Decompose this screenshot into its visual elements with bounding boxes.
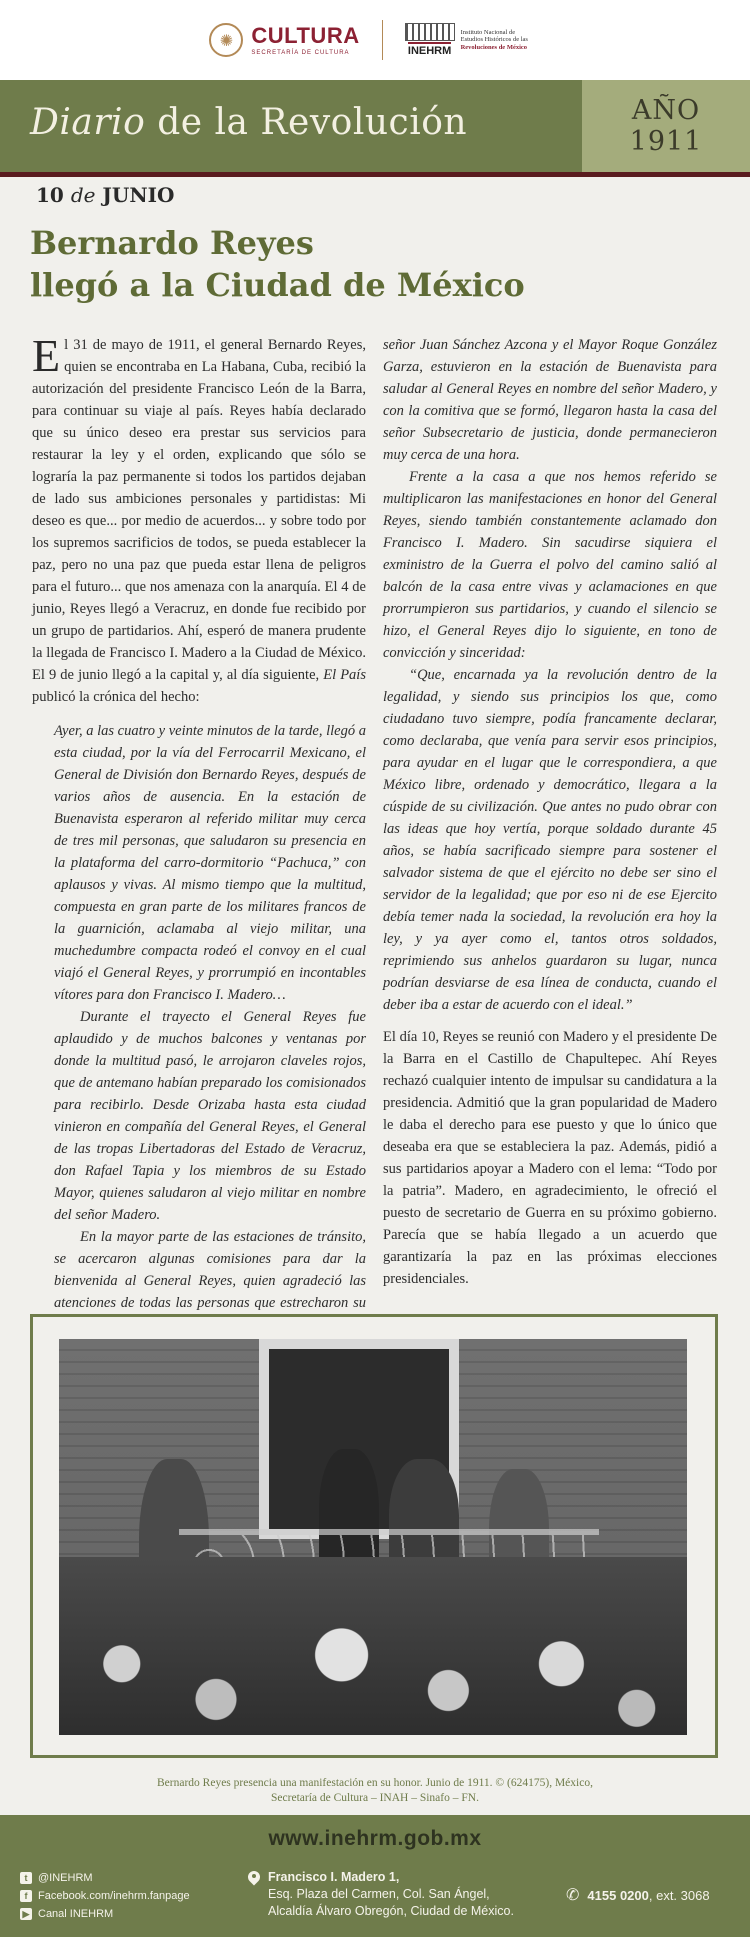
article-paragraph: El día 10, Reyes se reunió con Madero y el presidente De la Barra en el Castillo de Chapultepec. Ahí Reyes rechazó cualquier intento de impulsar su candidatura a la presidencia. Admitió que la gran popularidad de Madero le daba el derecho para ese puesto y que lo único que deseaba era que se estableciera la paz. Además, pidió a sus partidarios apoyar a Madero con el lema: “Todo por la patria”. Madero, en agradecimiento, le ofreció el puesto de secretario de Guerra en su próximo gobierno. Parecía que se había llegado a un acuerdo que garantizaría la paz en las próximas elecciones presidenciales. xyxy=(383,1029,717,1287)
quote-paragraph: “Que, encarnada ya la revolución dentro de la legalidad, y siendo sus principios los que, como ciudadano tuvo siempre, podía francamente declarar, como declaraba, que venía para servir esos principios, para ayudar en el lugar que le correspondiera, a que México libre, ordenado y democrático, llegara a la cúspide de su civilización. Que antes no pudo obrar con las ideas que hoy vertía, porque soldado durante 45 años, se había sacrificado siempre para sostener el salvador sistema de que el ejército no debe ser sino el servidor de la legalidad; que por eso ni de ese Ejercito debía temer nada la sociedad, la revolución era hoy la ley, y ya ayer como el, tantos otros soldados, reprimiendo sus anhelos guardaron su lugar, nunca podrían desviarse de esa línea de conducta, cuando el deber iba a estar de acuerdo con el ideal.” xyxy=(383,667,717,1013)
cultura-logo[interactable] xyxy=(209,23,359,57)
social-links xyxy=(20,1869,190,1923)
quote-paragraph: En la mayor parte de las estaciones de tránsito, se acercaron algunas comisiones para dar la bienvenida al General Reyes, quien agradeció las atenciones de todas las personas que estrecharon su xyxy=(54,1229,366,1311)
website-link[interactable]: www.inehrm.gob.mx xyxy=(268,1827,482,1850)
phone-number[interactable]: ✆ 4155 0200, ext. 3068 xyxy=(566,1887,710,1904)
location-pin-icon xyxy=(248,1871,260,1887)
quote-paragraph: Ayer, a las cuatro y veinte minutos de la tarde, llegó a esta ciudad, por la vía del Ferrocarril Mexicano, el General de División don Bernardo Reyes, después de varios años de ausencia. En la estación de Buenavista esperaron al referido militar muy cerca de tres mil personas, que saludaron su presencia en la plataforma del carro-dormitorio “Pachuca,” con aplausos y vivas. Al mismo tiempo que la multitud, compuesta en gran parte de los militares francos de la guarnición, aclamaba al viejo militar, una muchedumbre compacta rodeó el convoy en el cual viajó el General Reyes, y prorrumpió en incontables vítores para don Francisco I. Madero… xyxy=(54,723,366,1003)
top-logo-bar xyxy=(0,0,750,80)
historical-photo xyxy=(59,1339,687,1735)
title-banner xyxy=(0,80,750,172)
year-value: 1911 xyxy=(629,126,703,157)
youtube-icon: ▶ xyxy=(20,1908,32,1920)
photo-caption: Bernardo Reyes presencia una manifestación en su honor. Junio de 1911. © (624175), México, Secretaría de Cultura – INAH – Sinafo – FN. xyxy=(157,1777,593,1804)
entry-date: 10 de JUNIO xyxy=(36,183,175,207)
quote-paragraph: señor Juan Sánchez Azcona y el Mayor Roque González Garza, estuvieron en la estación de Buenavista para saludar al General Reyes en nombre del señor Madero, y con la comitiva que se formó, llegaron hasta la casa del señor Subsecretario de justicia, donde permanecieron muy cerca de una hora. xyxy=(383,337,717,463)
footer xyxy=(0,1815,750,1937)
inehrm-description: Instituto Nacional de Estudios Históricos de las Revoluciones de México xyxy=(460,28,528,51)
youtube-link[interactable]: Canal INEHRM xyxy=(38,1908,114,1920)
inehrm-logo[interactable] xyxy=(405,23,541,57)
quote-paragraph: Durante el trayecto el General Reyes fue aplaudido y de muchos balcones y ventanas por donde la multitud pasó, le arrojaron claveles rojos, que de antemano habían preparado los comisionados para recibirlo. Desde Orizaba hasta esta ciudad vinieron en compañía del General Reyes, el General de las tropas Libertadoras del Estado de Veracruz, don Rafael Tapia y los miembros de su Estado Mayor, quienes saludaron al viejo militar en nombre del señor Madero. xyxy=(54,1009,366,1223)
quote-paragraph: Frente a la casa a que nos hemos referido se multiplicaron las manifestaciones en honor del General Reyes, siendo también constantemente aclamado don Francisco I. Madero. Sin sacudirse siquiera el exministro de la Guerra el polvo del camino salió al balcón de la casa entre vivas y aclamaciones en que prorrumpieron sus partidarios, y cuando el silencio se hizo, el General Reyes dijo lo siguiente, en tono de convicción y sinceridad: xyxy=(383,469,717,661)
cultura-logo-text: CULTURA xyxy=(251,22,360,48)
article-paragraph: El 31 de mayo de 1911, el general Bernardo Reyes, quien se encontraba en La Habana, Cuba, recibió la autorización del presidente Francisco León de la Barra, para continuar su viaje al país. Reyes había declarado que su único deseo era prestar sus servicios para restaurar la ley y el orden, explicando que sólo se lograría la paz permanente si todos los partidos dejaban de lado sus ambiciones personales y partidistas: Mi deseo es que... por medio de acuerdos... y sobre todo por los supremos sacrificios de todos, se pueda establecer la paz, pero no una paz que pueda estar llena de peligros para el futuro... que nos amenaza con la anarquía. El 4 de junio, Reyes llegó a Veracruz, en donde fue recibido por un grupo de partidarios. Ahí, esperó de manera prudente la llegada de Francisco I. Madero a la Ciudad de México. El 9 de junio llegó a la capital y, al día siguiente, El País publicó la crónica del hecho: xyxy=(32,330,366,705)
inehrm-logo-text: INEHRM xyxy=(408,42,451,57)
article-column-right xyxy=(383,334,717,1290)
facebook-icon: f xyxy=(20,1890,32,1902)
twitter-link[interactable]: @INEHRM xyxy=(38,1872,93,1884)
twitter-icon: t xyxy=(20,1872,32,1884)
cultura-logo-subtitle: SECRETARÍA DE CULTURA xyxy=(251,49,350,56)
address-block: Francisco I. Madero 1, Esq. Plaza del Carmen, Col. San Ángel, Alcaldía Álvaro Obregón, Ciudad de México. xyxy=(248,1869,514,1920)
photo-frame xyxy=(30,1314,718,1758)
phone-icon: ✆ xyxy=(566,1887,580,1904)
drop-cap: E xyxy=(32,330,61,381)
article-headline: Bernardo Reyes llegó a la Ciudad de México xyxy=(30,224,525,304)
series-title: Diario de la Revolución xyxy=(30,102,468,143)
article-column-left xyxy=(32,330,366,1336)
facebook-link[interactable]: Facebook.com/inehrm.fanpage xyxy=(38,1890,190,1902)
banner-rule xyxy=(0,172,750,177)
year-label: AÑO xyxy=(631,94,701,126)
logo-divider xyxy=(382,20,383,60)
year-box xyxy=(582,80,750,172)
eagle-seal-icon: ✺ xyxy=(209,23,243,57)
building-icon xyxy=(405,23,455,41)
